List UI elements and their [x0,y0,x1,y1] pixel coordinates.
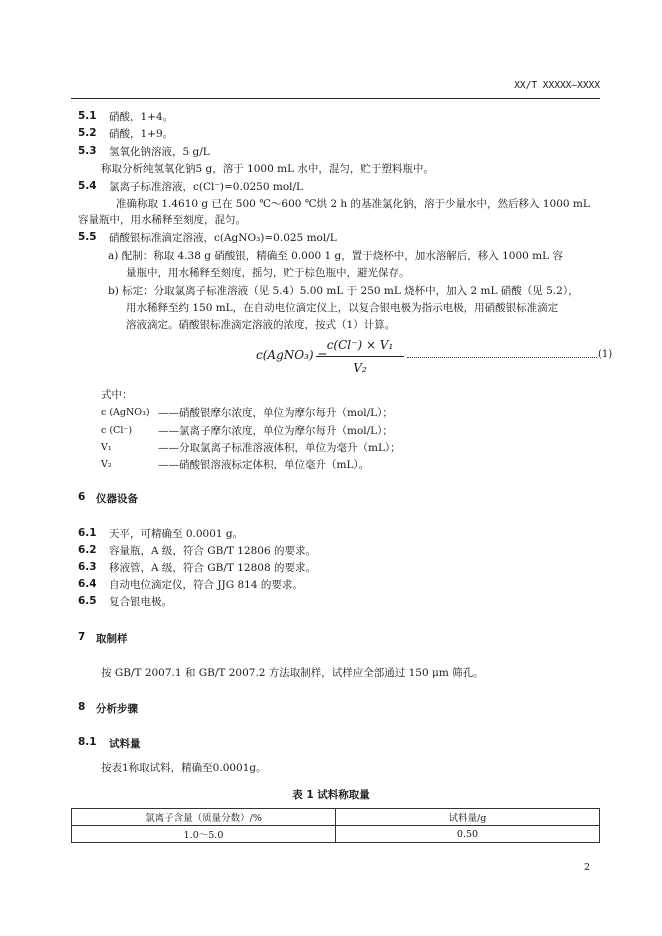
table-header-row [72,809,600,826]
clause-number: 5.1 [78,110,97,122]
clause-number: 6.3 [78,561,97,573]
clause-text: 复合银电极。 [109,596,172,608]
clause-title: 试料量 [109,738,141,750]
clause-text: 氢氧化钠溶液，5 g/L [109,146,210,158]
symbol-desc: ——硝酸银溶液标定体积，单位毫升（mL）。 [158,459,370,471]
clause-text: 容量瓶，A 级，符合 GB/T 12806 的要求。 [109,545,316,557]
clause-text: 移液管，A 级，符合 GB/T 12808 的要求。 [109,562,316,574]
clause-text: 自动电位滴定仪，符合 JJG 814 的要求。 [109,579,303,591]
symbol: c (Cl⁻) [101,425,133,436]
table-caption: 表 1 试料称取量 [292,789,370,801]
clause-number: 5.3 [78,145,97,157]
clause-number: 6.4 [78,578,97,590]
equation-number: (1) [598,349,613,360]
document-code: XX/T XXXXX—XXXX [514,80,600,91]
table-header-cell: 氯离子含量（质量分数）/% [72,809,336,826]
list-item: b) 标定：分取氯离子标准溶液（见 5.4）5.00 mL 于 250 mL 烧杯中，加入 2 mL 硝酸（见 5.2）， [108,285,579,297]
paragraph: 按 GB/T 2007.1 和 GB/T 2007.2 方法取制样，试样应全部通过 150 μm 筛孔。 [101,667,484,679]
symbol-desc: ——氯离子摩尔浓度，单位为摩尔每升（mol/L）； [158,425,393,437]
formula-lhs: c(AgNO₃) = [256,348,328,362]
section-number: 6 [78,491,86,503]
fraction-bar [316,356,404,357]
clause-number: 6.1 [78,527,97,539]
list-item-cont: 用水稀释至约 150 mL，在自动电位滴定仪上，以复合银电极为指示电极，用硝酸银标准滴定 [126,302,559,314]
clause-number: 8.1 [78,736,97,748]
table-row [72,826,600,843]
symbol: c (AgNO₃) [101,407,150,418]
clause-text: 硝酸银标准滴定溶液，c(AgNO₃)=0.025 mol/L [109,232,337,244]
clause-number: 6.5 [78,595,97,607]
table-cell: 0.50 [336,826,600,843]
list-item-cont: 量瓶中，用水稀释至刻度，摇匀，贮于棕色瓶中，避光保存。 [126,267,410,279]
data-table [71,808,600,843]
list-item: a) 配制：称取 4.38 g 硝酸银，精确至 0.000 1 g，置于烧杯中，加水溶解后，移入 1000 mL 容 [108,250,563,262]
clause-number: 5.4 [78,180,97,192]
clause-number: 6.2 [78,544,97,556]
symbol: V₂ [101,459,112,470]
clause-text: 硝酸，1+4。 [109,111,174,123]
section-number: 7 [78,631,86,643]
paragraph: 准确称取 1.4610 g 已在 500 ℃～600 ℃烘 2 h 的基准氯化钠，溶于少量水中，然后移入 1000 mL [116,198,590,210]
paragraph: 容量瓶中，用水稀释至刻度，混匀。 [78,214,246,226]
table-header-cell: 试料量/g [336,809,600,826]
symbol-desc: ——分取氯离子标准溶液体积，单位为毫升（mL）； [158,442,401,454]
leader-dots [407,357,597,358]
formula-denominator: V₂ [353,361,367,375]
symbol-desc: ——硝酸银摩尔浓度，单位为摩尔每升（mol/L）； [158,407,393,419]
section-title: 仪器设备 [96,493,138,505]
table-cell: 1.0～5.0 [72,826,336,843]
list-item-cont: 溶液滴定。硝酸银标准滴定溶液的浓度，按式（1）计算。 [126,319,396,331]
clause-text: 硝酸，1+9。 [109,128,174,140]
clause-text: 氯离子标准溶液，c(Cl⁻)=0.0250 mol/L [109,181,304,193]
section-number: 8 [78,701,86,713]
header-rule [71,98,600,99]
clause-number: 5.5 [78,231,97,243]
section-title: 分析步骤 [96,703,138,715]
clause-number: 5.2 [78,127,97,139]
section-title: 取制样 [96,633,128,645]
paragraph: 称取分析纯氢氧化钠5 g，溶于 1000 mL 水中，混匀，贮于塑料瓶中。 [101,163,434,175]
symbol: V₁ [101,442,112,453]
formula-numerator: c(Cl⁻) × V₁ [326,338,394,352]
page-number: 2 [584,862,591,873]
where-label: 式中： [101,389,133,401]
clause-text: 天平，可精确至 0.0001 g。 [109,528,244,540]
paragraph: 按表1称取试料，精确至0.0001g。 [101,762,267,774]
